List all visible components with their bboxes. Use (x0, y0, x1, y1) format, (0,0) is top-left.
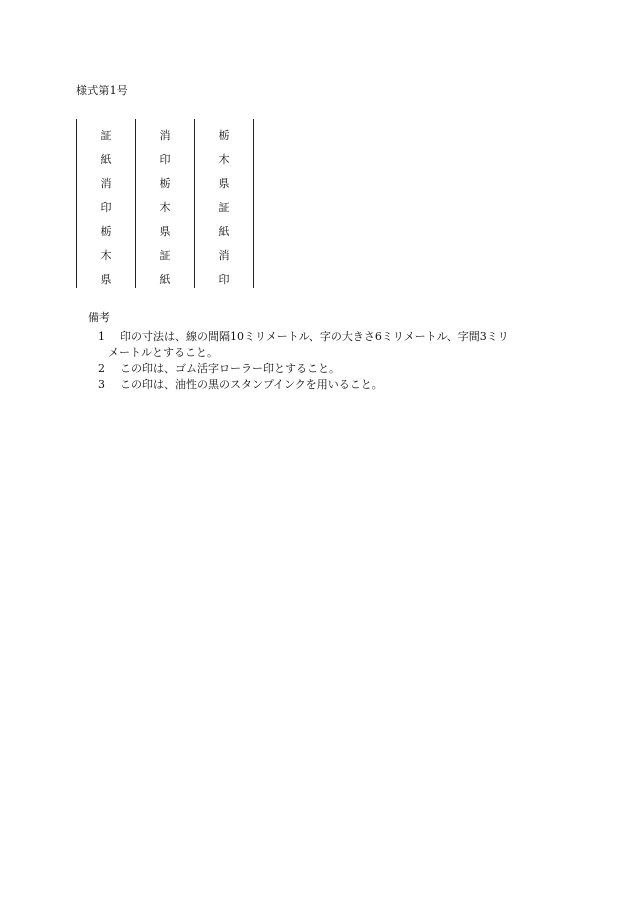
stamp-char: 消 (218, 249, 230, 262)
stamp-char: 印 (100, 201, 112, 214)
remark-item-2 (88, 361, 558, 377)
stamp-char: 木 (218, 153, 230, 166)
stamp-char: 証 (159, 249, 171, 262)
remark-text (108, 329, 558, 361)
remark-line: この印は、ゴム活字ローラー印とすること。 (120, 362, 340, 375)
stamp-char: 消 (100, 177, 112, 190)
remark-line: 印の寸法は、線の間隔10ミリメートル、字の大きさ6ミリメートル、字間3ミリ (120, 330, 509, 343)
remark-line: この印は、油性の黒のスタンプインクを用いること。 (120, 378, 383, 391)
stamp-char: 県 (100, 273, 112, 286)
stamp-char: 木 (100, 249, 112, 262)
remark-item-1 (88, 329, 558, 361)
stamp-grid (76, 119, 254, 288)
stamp-char: 県 (159, 225, 171, 238)
stamp-char: 消 (159, 129, 171, 142)
stamp-char: 県 (218, 177, 230, 190)
remark-text (120, 361, 558, 377)
remarks-heading: 備考 (88, 311, 110, 324)
stamp-column-2 (135, 119, 194, 288)
remark-number: 1 (98, 330, 105, 343)
stamp-char: 木 (159, 201, 171, 214)
stamp-char: 栃 (100, 225, 112, 238)
stamp-char: 栃 (159, 177, 171, 190)
remark-item-3 (88, 377, 558, 393)
remark-number: 2 (98, 362, 105, 375)
stamp-column-1 (76, 119, 135, 288)
stamp-char: 紙 (218, 225, 230, 238)
stamp-char: 紙 (159, 273, 171, 286)
remark-line: メートルとすること。 (108, 346, 218, 359)
remark-number: 3 (98, 378, 105, 391)
stamp-char: 栃 (218, 129, 230, 142)
remarks-section (88, 310, 558, 393)
remark-text (120, 377, 558, 393)
stamp-char: 印 (218, 273, 230, 286)
stamp-char: 証 (218, 201, 230, 214)
stamp-char: 証 (100, 129, 112, 142)
stamp-char: 紙 (100, 153, 112, 166)
form-title: 様式第1号 (76, 84, 128, 97)
stamp-char: 印 (159, 153, 171, 166)
stamp-column-3 (194, 119, 254, 288)
